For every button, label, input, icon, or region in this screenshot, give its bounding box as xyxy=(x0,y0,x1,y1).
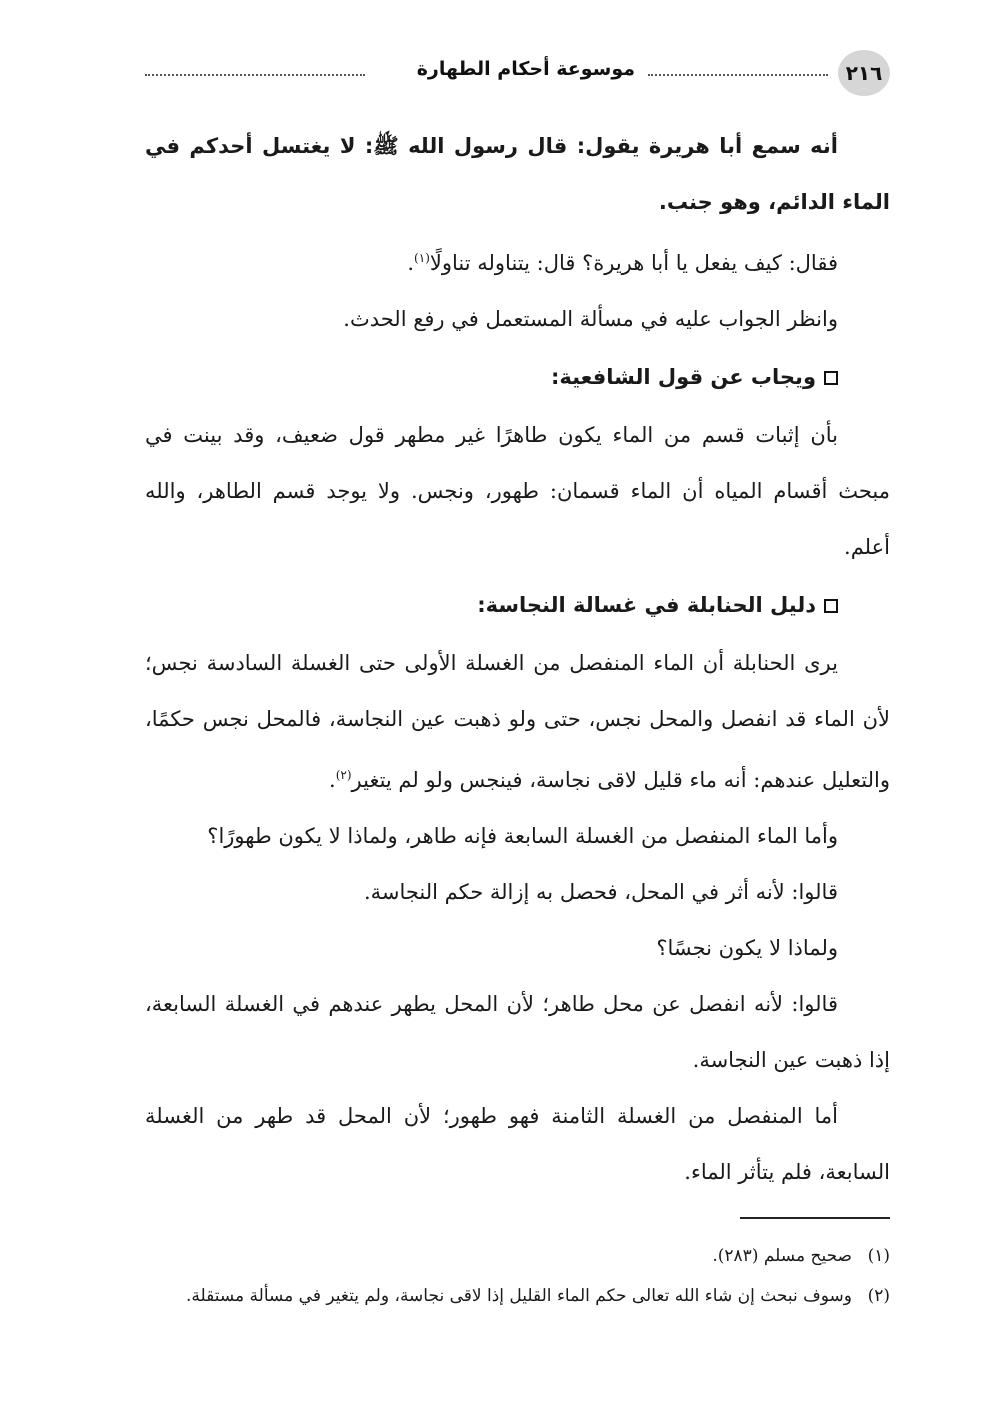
footnote-ref-2: (٢) xyxy=(335,768,352,782)
paragraph-hadith: أنه سمع أبا هريرة يقول: قال رسول الله ﷺ: لا يغتسل أحدكم في الماء الدائم، وهو جنب. xyxy=(145,134,890,214)
paragraph-question-2: ولماذا لا يكون نجسًا؟ xyxy=(656,936,838,960)
paragraph-hanabila-view: يرى الحنابلة أن الماء المنفصل من الغسلة الأولى حتى الغسلة السادسة نجس؛ لأن الماء قد انفصل والمحل نجس، حتى ولو ذهبت عين النجاسة، فالمحل نجس حكمًا، والتعليل عندهم: أنه ماء قليل لاقى نجاسة، فينجس ولو لم يتغير$^{(٢)}$. xyxy=(145,651,890,792)
footnote-text: صحيح مسلم (٢٨٣). xyxy=(712,1246,852,1266)
paragraph-seventh-wash: وأما الماء المنفصل من الغسلة السابعة فإنه طاهر، ولماذا لا يكون طهورًا؟ xyxy=(207,824,838,848)
paragraph-question: فقال: كيف يفعل يا أبا هريرة؟ قال: يتناوله تناولًا$^{(١)}$. xyxy=(407,251,838,275)
page-header xyxy=(145,50,890,96)
square-outline-icon xyxy=(824,371,838,385)
book-title: موسوعة أحكام الطهارة xyxy=(416,58,635,80)
paragraph-question-text: فقال: كيف يفعل يا أبا هريرة؟ قال: يتناوله تناولًا xyxy=(429,251,838,275)
main-text xyxy=(145,118,890,1200)
footnote-ref-1: (١) xyxy=(414,251,430,265)
header-dotted-leader-left xyxy=(145,74,365,76)
footnote-2 xyxy=(145,1276,890,1316)
square-outline-icon xyxy=(824,599,838,613)
section-heading-hanabila-text: دليل الحنابلة في غسالة النجاسة: xyxy=(477,593,816,617)
section-heading-shafii-text: ويجاب عن قول الشافعية: xyxy=(550,365,816,389)
paragraph-reason-2: قالوا: لأنه انفصل عن محل طاهر؛ لأن المحل يطهر عندهم في الغسلة السابعة، إذا ذهبت عين النجاسة. xyxy=(145,992,890,1072)
header-dotted-leader-right xyxy=(648,74,828,76)
footnote-divider xyxy=(740,1217,890,1219)
section-heading-hanabila xyxy=(145,575,890,635)
page-number: ٢١٦ xyxy=(838,50,890,96)
paragraph-reason-1: قالوا: لأنه أثر في المحل، فحصل به إزالة حكم النجاسة. xyxy=(363,880,838,904)
footnote-number: (١) xyxy=(867,1246,890,1266)
footnote-text: وسوف نبحث إن شاء الله تعالى حكم الماء القليل إذا لاقى نجاسة، ولم يتغير في مسألة مستقلة. xyxy=(185,1286,852,1306)
paragraph-shafii-reply: بأن إثبات قسم من الماء يكون طاهرًا غير مطهر قول ضعيف، وقد بينت في مبحث أقسام المياه أن الماء قسمان: طهور، ونجس. ولا يوجد قسم الطاهر، والله أعلم. xyxy=(145,423,890,559)
paragraph-see-also: وانظر الجواب عليه في مسألة المستعمل في رفع الحدث. xyxy=(343,307,838,331)
paragraph-hanabila-view-text: يرى الحنابلة أن الماء المنفصل من الغسلة الأولى حتى الغسلة السادسة نجس؛ لأن الماء قد انفصل والمحل نجس، حتى ولو ذهبت عين النجاسة، فالمحل نجس حكمًا، والتعليل عندهم: أنه ماء قليل لاقى نجاسة، فينجس ولو لم يتغير xyxy=(145,651,890,792)
footnote-number: (٢) xyxy=(867,1286,890,1306)
paragraph-eighth-wash: أما المنفصل من الغسلة الثامنة فهو طهور؛ لأن المحل قد طهر من الغسلة السابعة، فلم يتأثر الماء. xyxy=(145,1104,890,1184)
footnotes xyxy=(145,1236,890,1316)
section-heading-shafii xyxy=(145,347,890,407)
footnote-1 xyxy=(145,1236,890,1276)
